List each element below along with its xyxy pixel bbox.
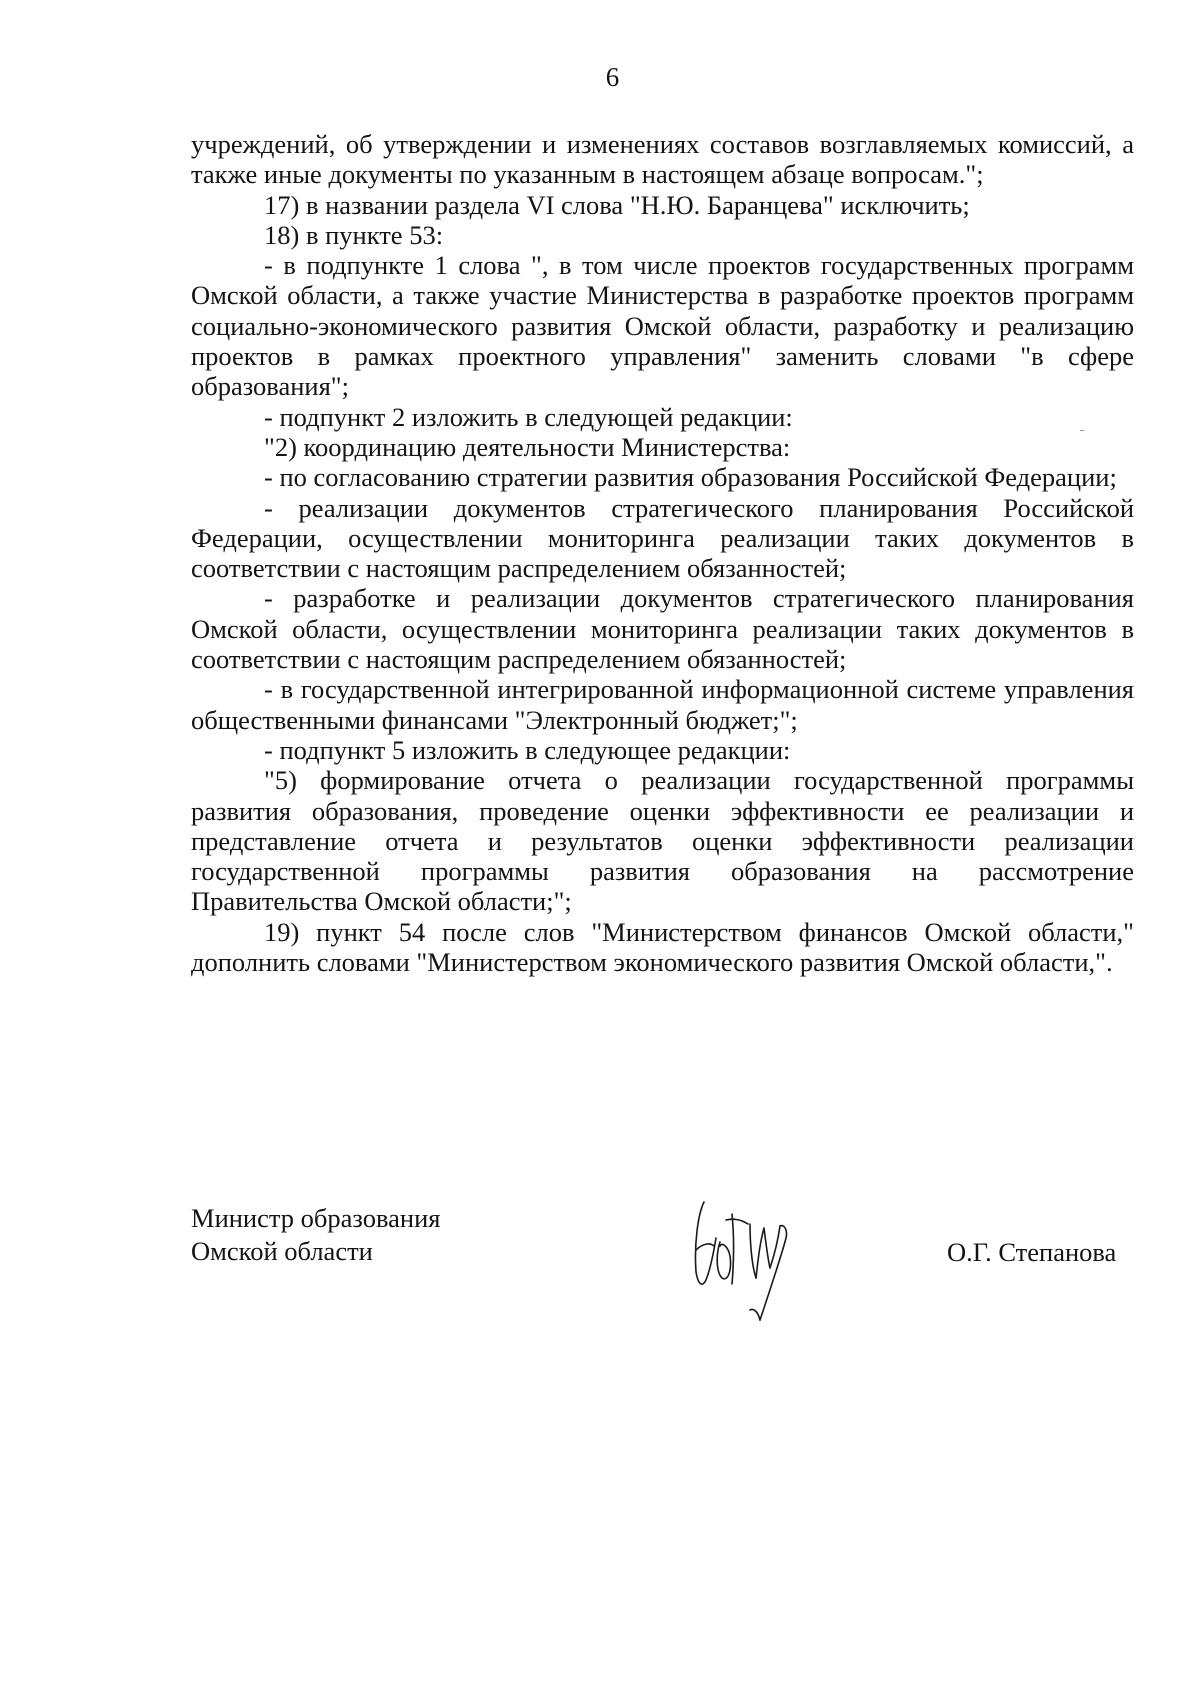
paragraph-continuation: учреждений, об утверждении и изменениях составов возглавляемых комиссий, а также иные документы по указанным в настоящем абзаце вопросам."; [191, 129, 1134, 190]
paragraph-item-17: 17) в названии раздела VI слова "Н.Ю. Баранцева" исключить; [264, 189, 970, 220]
scan-speck [1080, 430, 1084, 431]
paragraph-bullet-rf-planning: - реализации документов стратегического планирования Российской Федерации, осуществлении мониторинга реализации таких документов в соответствии с настоящим распределением обязанностей; [191, 492, 1134, 584]
paragraph-subitem-5-text: "5) формирование отчета о реализации государственной программы развития образования, проведение оценки эффективности ее реализации и представление отчета и результатов оценки эффективности реализации государственной программы развития образования на рассмотрение Правительства Омской области;"; [191, 765, 1134, 917]
paragraph-bullet-omsk-planning: - разработке и реализации документов стратегического планирования Омской области, осуществлении мониторинга реализации таких документов в соответствии с настоящим распределением обязанностей; [191, 583, 1134, 675]
signatory-position-line: Министр образования [191, 1203, 441, 1233]
signatory-position [191, 1202, 440, 1268]
paragraph-bullet-strategy: - по согласованию стратегии развития образования Российской Федерации; [264, 462, 1117, 493]
paragraph-subitem-2-intro: - подпункт 2 изложить в следующей редакции: [264, 401, 793, 432]
paragraph-item-18: 18) в пункте 53: [264, 219, 444, 250]
document-body [191, 129, 1134, 977]
paragraph-subitem-5-intro: - подпункт 5 изложить в следующее редакции: [264, 734, 791, 765]
paragraph-subitem-1: - в подпункте 1 слова ", в том числе проектов государственных программ Омской области, а также участие Министерства в разработке проектов программ социально-экономического развития Омской области, разработку и реализацию проектов в рамках проектного управления" заменить словами "в сфере образования"; [191, 250, 1134, 402]
paragraph-subitem-2-text: "2) координацию деятельности Министерства: [264, 431, 791, 462]
signatory-position-line: Омской области [191, 1236, 373, 1266]
page-number: 6 [605, 62, 620, 92]
signatory-name: О.Г. Степанова [947, 1237, 1117, 1267]
paragraph-item-19: 19) пункт 54 после слов "Министерством финансов Омской области," дополнить словами "Министерством экономического развития Омской области,". [191, 916, 1134, 978]
handwritten-signature [672, 1184, 832, 1334]
paragraph-bullet-e-budget: - в государственной интегрированной информационной системе управления общественными финансами "Электронный бюджет;"; [191, 674, 1134, 735]
